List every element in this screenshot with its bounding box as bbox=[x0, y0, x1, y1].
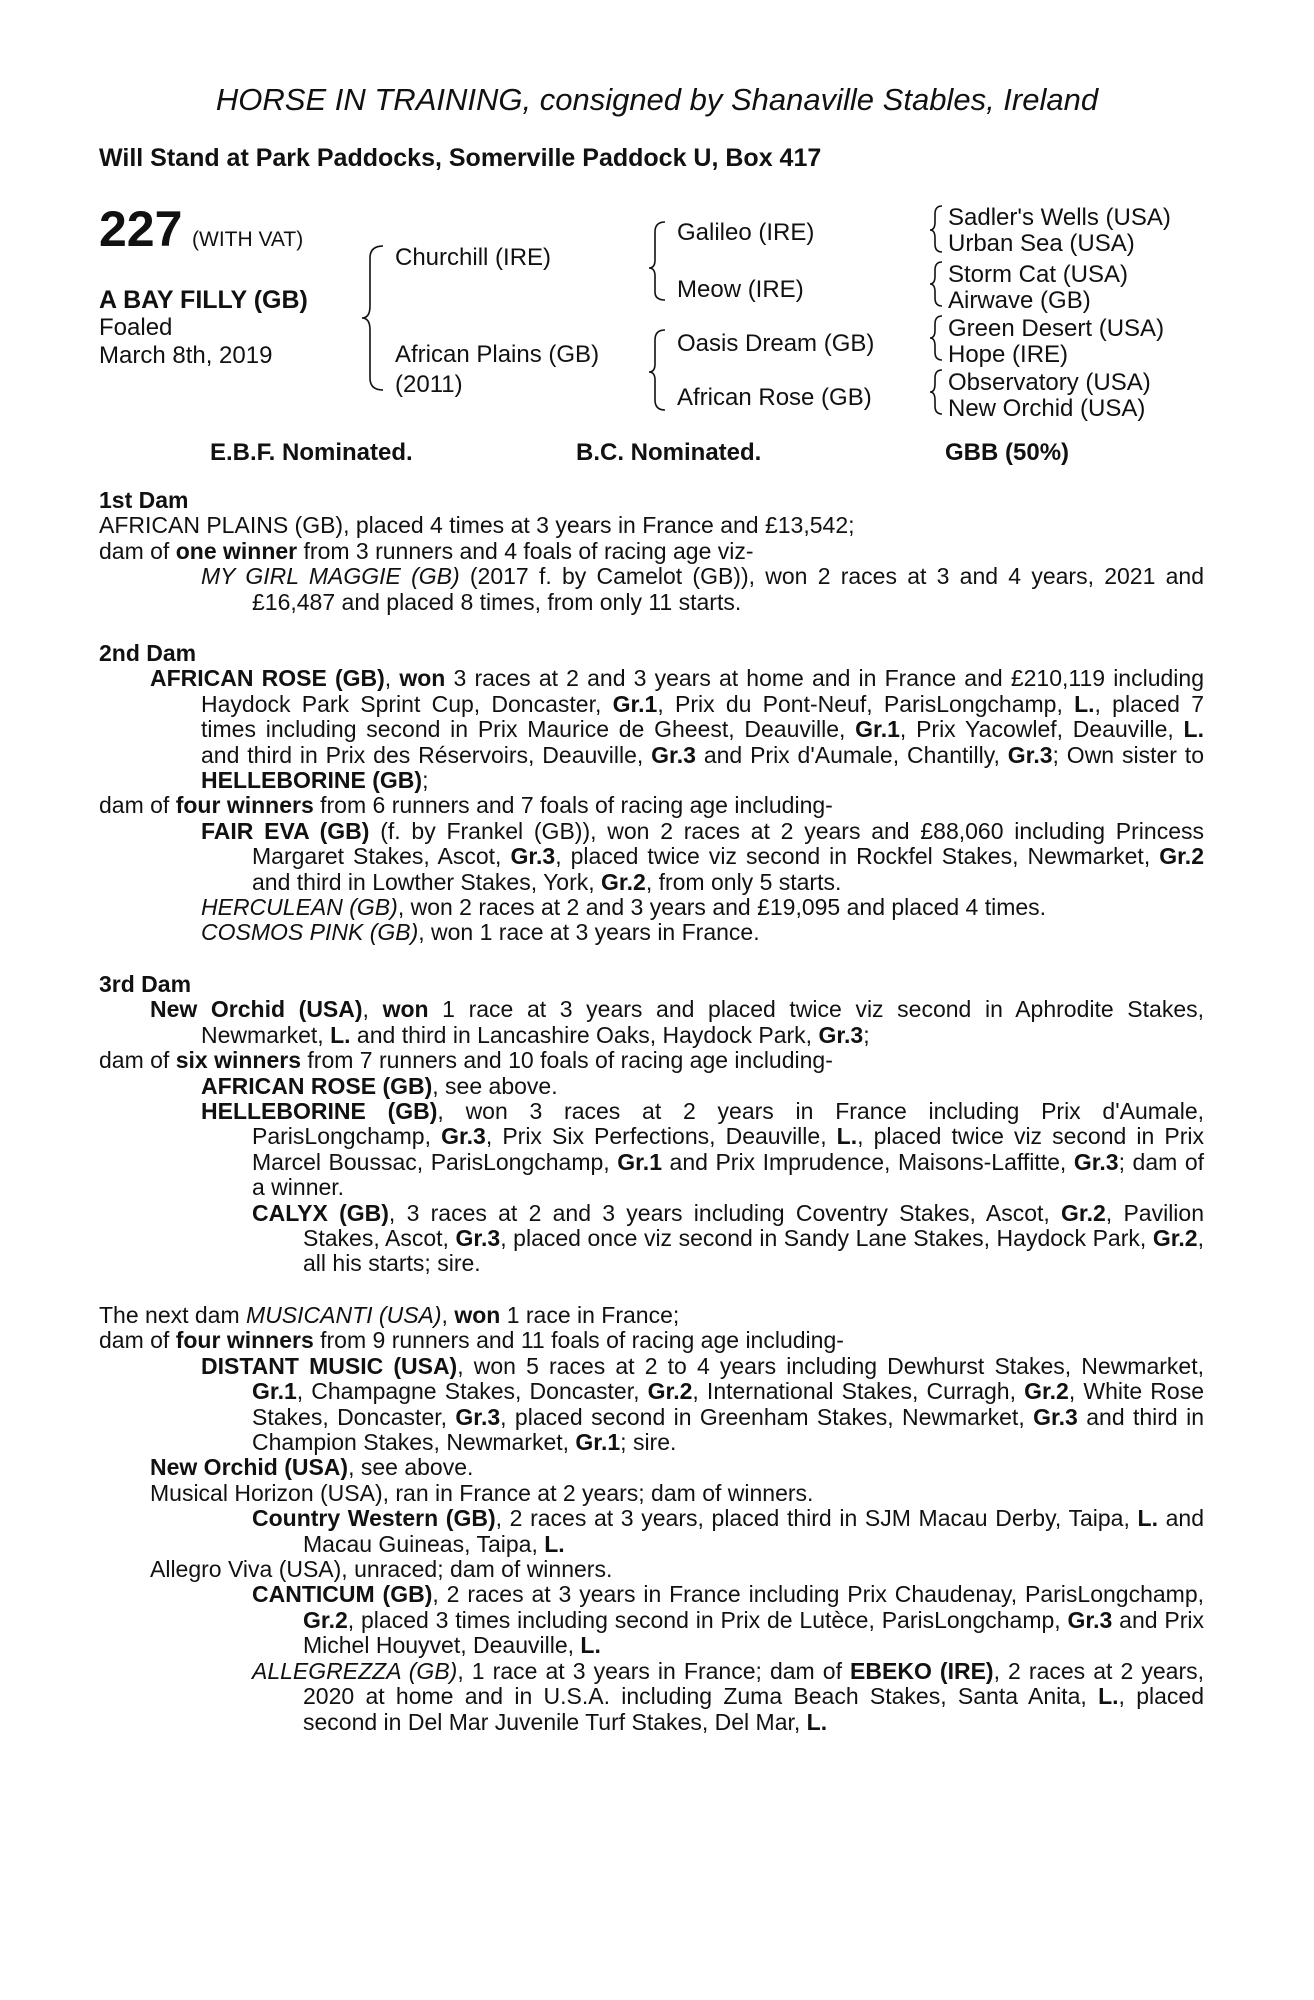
pedigree-g4: Airwave (GB) bbox=[948, 287, 1091, 314]
second-dam-record: AFRICAN ROSE (GB), won 3 races at 2 and 3 years at home and in France and £210,119 including Haydock Park Sprint Cup, Doncaster, Gr.1, Prix du Pont-Neuf, ParisLongchamp, L., placed 7 times including second in Prix Maurice de Gheest, Deauville, Gr.1, Prix Yacowlef, Deauville, L. and third in Prix des Réservoirs, Deauville, Gr.3 and Prix d'Aumale, Chantilly, Gr.3; Own sister to HELLEBORINE (GB); bbox=[150, 665, 1204, 794]
third-dam-winner-helleborine: HELLEBORINE (GB), won 3 races at 2 years in France including Prix d'Aumale, ParisLongchamp, Gr.3, Prix Six Perfections, Deauville, L., placed twice viz second in Prix Marcel Boussac, ParisLongchamp, Gr.1 and Prix Imprudence, Maisons-Laffitte, Gr.3; dam of a winner. bbox=[201, 1098, 1204, 1201]
next-dam-produce-allegro-viva: Allegro Viva (USA), unraced; dam of winners. bbox=[150, 1556, 613, 1583]
pedigree-g8: New Orchid (USA) bbox=[948, 395, 1146, 422]
third-dam-heading: 3rd Dam bbox=[99, 971, 192, 997]
next-dam-winner-distant-music: DISTANT MUSIC (USA), won 5 races at 2 to 4 years including Dewhurst Stakes, Newmarket, Gr.1, Champagne Stakes, Doncaster, Gr.2, International Stakes, Curragh, Gr.2, White Rose Stakes, Doncaster, Gr.3, placed second in Greenham Stakes, Newmarket, Gr.3 and third in Champion Stakes, Newmarket, Gr.1; sire. bbox=[201, 1352, 1204, 1456]
third-dam-winner-calyx: CALYX (GB), 3 races at 2 and 3 years including Coventry Stakes, Ascot, Gr.2, Pavilion Stakes, Ascot, Gr.3, placed once viz second in Sandy Lane Stakes, Haydock Park, Gr.2, all his starts; sire. bbox=[252, 1199, 1204, 1277]
lot-number: 227 bbox=[99, 201, 183, 257]
first-dam-produce: dam of one winner from 3 runners and 4 foals of racing age viz- bbox=[99, 537, 754, 564]
second-dam-winner-herculean: HERCULEAN (GB), won 2 races at 2 and 3 years and £19,095 and placed 4 times. bbox=[201, 894, 1047, 921]
next-dam-record: The next dam MUSICANTI (USA), won 1 race in France; bbox=[99, 1302, 680, 1328]
third-dam-produce: dam of six winners from 7 runners and 10 foals of racing age including- bbox=[99, 1047, 833, 1074]
next-dam-grand-winner-country-western: Country Western (GB), 2 races at 3 years, placed third in SJM Macau Derby, Taipa, L. and Macau Guineas, Taipa, L. bbox=[252, 1505, 1204, 1557]
pedigree-g1: Sadler's Wells (USA) bbox=[948, 204, 1171, 231]
foaled-label: Foaled bbox=[99, 314, 173, 341]
next-dam-grand-winner-canticum: CANTICUM (GB), 2 races at 3 years in France including Prix Chaudenay, ParisLongchamp, Gr.2, placed 3 times including second in Prix de Lutèce, ParisLongchamp, Gr.3 and Prix Michel Houyvet, Deauville, L. bbox=[252, 1581, 1205, 1659]
second-dam-winner-fair-eva: FAIR EVA (GB) (f. by Frankel (GB)), won 2 races at 2 years and £88,060 including Princess Margaret Stakes, Ascot, Gr.3, placed twice viz second in Rockfel Stakes, Newmarket, Gr.2 and third in Lowther Stakes, York, Gr.2, from only 5 starts. bbox=[201, 817, 1204, 895]
bracket-g2 bbox=[930, 262, 942, 306]
second-dam-winner-cosmos: COSMOS PINK (GB), won 1 race at 3 years in France. bbox=[201, 919, 760, 946]
first-dam-heading: 1st Dam bbox=[99, 487, 189, 513]
pedigree-g2: Urban Sea (USA) bbox=[948, 230, 1135, 257]
pedigree-g3: Storm Cat (USA) bbox=[948, 261, 1129, 288]
third-dam-record: New Orchid (USA), won 1 race at 3 years and placed twice viz second in Aphrodite Stakes, Newmarket, L. and third in Lancashire Oaks, Haydock Park, Gr.3; bbox=[150, 996, 1205, 1048]
pedigree-dam-year: (2011) bbox=[395, 371, 463, 398]
stand-location: Will Stand at Park Paddocks, Somerville Paddock U, Box 417 bbox=[99, 144, 822, 172]
bracket-g3 bbox=[930, 316, 942, 360]
gbb-badge: GBB (50%) bbox=[945, 439, 1070, 466]
next-dam-grand-winner-allegrezza: ALLEGREZZA (GB), 1 race at 3 years in France; dam of EBEKO (IRE), 2 races at 2 years, 2020 at home and in U.S.A. including Zuma Beach Stakes, Santa Anita, L., placed second in Del Mar Juvenile Turf Stakes, Del Mar, L. bbox=[252, 1657, 1204, 1735]
pedigree-sire-sire: Galileo (IRE) bbox=[677, 219, 815, 246]
bracket-g1 bbox=[930, 206, 942, 252]
bracket-sire bbox=[649, 222, 665, 300]
vat-note: (WITH VAT) bbox=[192, 228, 304, 251]
foaled-date: March 8th, 2019 bbox=[99, 342, 273, 369]
second-dam-produce: dam of four winners from 6 runners and 7 foals of racing age including- bbox=[99, 792, 833, 819]
first-dam-section bbox=[99, 488, 1204, 615]
pedigree-g5: Green Desert (USA) bbox=[948, 315, 1165, 342]
bc-nomination: B.C. Nominated. bbox=[576, 439, 762, 466]
pedigree-g6: Hope (IRE) bbox=[948, 341, 1069, 368]
first-dam-winner: MY GIRL MAGGIE (GB) (2017 f. by Camelot (GB)), won 2 races at 3 and 4 years, 2021 and £16,487 and placed 8 times, from only 11 starts. bbox=[201, 563, 1204, 615]
pedigree-dam-dam: African Rose (GB) bbox=[677, 384, 872, 411]
pedigree-g7: Observatory (USA) bbox=[948, 369, 1151, 396]
horse-name: A BAY FILLY (GB) bbox=[99, 286, 308, 314]
next-dam-produce: dam of four winners from 9 runners and 11 foals of racing age including- bbox=[99, 1327, 844, 1354]
second-dam-section bbox=[99, 641, 1204, 946]
pedigree-sire: Churchill (IRE) bbox=[395, 244, 552, 271]
third-dam-section bbox=[99, 972, 1204, 1277]
first-dam-line: AFRICAN PLAINS (GB), placed 4 times at 3 years in France and £13,542; bbox=[99, 512, 855, 539]
pedigree-dam: African Plains (GB) bbox=[395, 341, 600, 368]
bracket-g4 bbox=[930, 370, 942, 414]
second-dam-heading: 2nd Dam bbox=[99, 640, 197, 666]
bracket-sire-dam bbox=[362, 246, 383, 390]
third-dam-winner-african-rose: AFRICAN ROSE (GB), see above. bbox=[201, 1072, 558, 1099]
page-title: HORSE IN TRAINING, consigned by Shanaville Stables, Ireland bbox=[215, 82, 1099, 117]
bracket-dam bbox=[649, 330, 665, 410]
pedigree-sire-dam: Meow (IRE) bbox=[677, 276, 804, 303]
next-dam-winner-new-orchid: New Orchid (USA), see above. bbox=[150, 1454, 474, 1481]
pedigree-dam-sire: Oasis Dream (GB) bbox=[677, 330, 875, 357]
ebf-nomination: E.B.F. Nominated. bbox=[210, 439, 413, 466]
next-dam-produce-musical-horizon: Musical Horizon (USA), ran in France at 2 years; dam of winners. bbox=[150, 1479, 814, 1506]
next-dam-section bbox=[99, 1303, 1204, 1735]
